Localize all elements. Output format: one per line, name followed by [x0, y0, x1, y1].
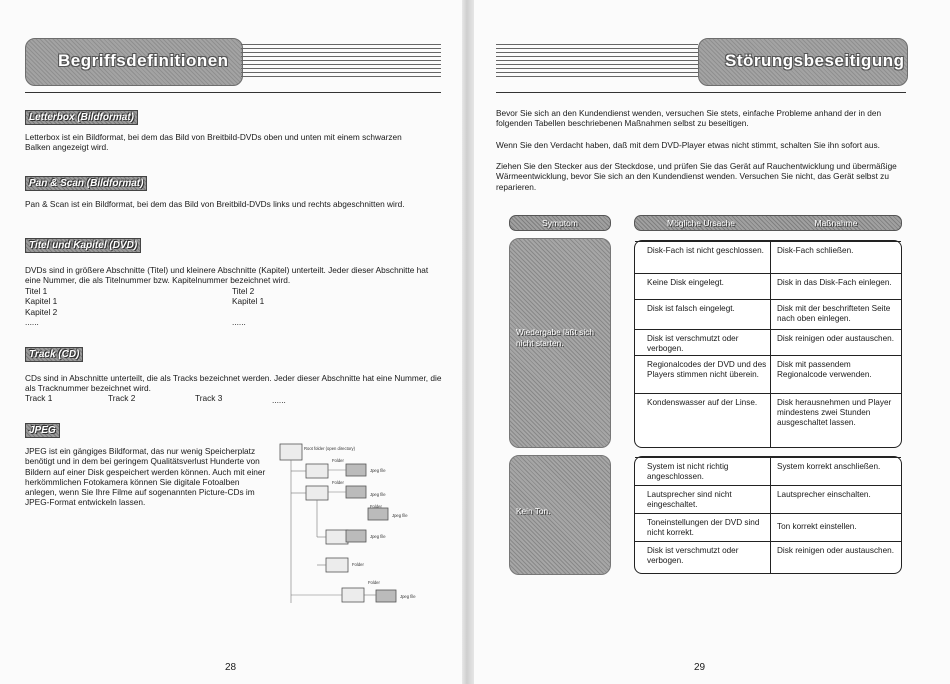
diagram-label: Jpeg file: [400, 594, 416, 599]
section-heading-titel: Titel und Kapitel (DVD): [25, 238, 141, 253]
intro-paragraph-3: Ziehen Sie den Stecker aus der Steckdose, und prüfen Sie das Gerät auf Rauchentwicklung und übermäßige Wärmeentwicklung, bevor Sie sich an den Kundendienst wenden. Versuchen Sie nicht, das Gerät selbst zu reparieren.: [496, 161, 897, 192]
list-item: Titel 1: [25, 286, 48, 296]
symptom-box-no-sound: [509, 455, 611, 575]
table-row: Disk ist falsch eingelegt. Disk mit der beschrifteten Seite nach oben einlegen.: [635, 299, 901, 330]
titles-column-2: [232, 286, 382, 327]
right-page-title: Störungsbeseitigung: [725, 51, 905, 70]
diagram-label: Folder: [332, 480, 344, 485]
header-cause: Mögliche Ursache: [666, 218, 736, 228]
titles-column-1: [25, 286, 175, 327]
symptom-box-playback: [509, 238, 611, 448]
jpeg-file-icon: [376, 590, 396, 602]
track-item: ......: [272, 395, 286, 405]
list-item: Kapitel 1: [25, 296, 58, 307]
table-row: Kondenswasser auf der Linse. Disk herausnehmen und Player mindestens zwei Stunden ausgeschaltet lassen.: [635, 393, 901, 448]
table-row: Disk ist verschmutzt oder verbogen. Disk reinigen oder austauschen.: [635, 541, 901, 574]
symptom-label: Wiedergabe läßt sich nicht starten.: [516, 327, 594, 348]
table-row: Disk ist verschmutzt oder verbogen. Disk reinigen oder austauschen.: [635, 329, 901, 356]
section-body-jpeg: JPEG ist ein gängiges Bildformat, das nur wenig Speicherplatz benötigt und in dem bei geringem Qualitätsverlust Hunderte von Bildern auf einer Disk gespeichert werden können. Auch mit einer herkömmlichen Fotokamera können Sie digitale Fotoalben anlegen, wenn Sie Ihre Filme auf sogenannten Picture-CDs im JPEG-Format entwickeln lassen.: [25, 446, 266, 508]
book-spine: [462, 0, 474, 684]
list-item: ......: [25, 316, 39, 327]
page-number: 28: [225, 662, 237, 673]
diagram-label: Folder: [368, 580, 380, 585]
jpeg-file-icon: [346, 530, 366, 542]
diagram-root-label: Root folder (open directory): [304, 446, 355, 451]
left-page: [0, 0, 462, 684]
intro-paragraph-2: Wenn Sie den Verdacht haben, daß mit dem DVD-Player etwas nicht stimmt, schalten Sie ihn sofort aus.: [496, 140, 880, 150]
section-heading-jpeg: JPEG: [25, 423, 60, 438]
diagram-label: Jpeg file: [392, 513, 408, 518]
section-body-panscan: Pan & Scan ist ein Bildformat, bei dem das Bild von Breitbild-DVDs links und rechts abgeschnitten wird.: [25, 199, 405, 209]
divider: [496, 92, 906, 93]
diagram-label: Jpeg file: [370, 492, 386, 497]
intro-paragraph-1: Bevor Sie sich an den Kundendienst wenden, versuchen Sie stets, einfache Probleme anhand der in den folgenden Tabellen beschriebenen Maßnahmen selbst zu beseitigen.: [496, 108, 882, 129]
track-item: Track 1: [25, 393, 53, 403]
cause-table-playback: [634, 240, 902, 448]
table-row: Toneinstellungen der DVD sind nicht korrekt. Ton korrekt einstellen.: [635, 513, 901, 542]
list-item: ......: [232, 316, 246, 327]
divider: [25, 92, 441, 93]
decorative-lines: [241, 44, 441, 78]
diagram-label: Jpeg file: [370, 468, 386, 473]
table-row: Disk-Fach ist nicht geschlossen. Disk-Fach schließen.: [635, 241, 901, 274]
folder-tree-diagram: [276, 438, 436, 613]
jpeg-file-icon: [346, 464, 366, 476]
page-number: 29: [694, 662, 706, 673]
folder-icon: [306, 464, 328, 478]
section-body-letterbox: Letterbox ist ein Bildformat, bei dem das Bild von Breitbild-DVDs oben und unten mit einem schwarzen Balken angezeigt wird.: [25, 132, 402, 153]
decorative-lines: [496, 44, 698, 78]
table-row: Keine Disk eingelegt. Disk in das Disk-Fach einlegen.: [635, 273, 901, 300]
section-heading-letterbox: Letterbox (Bildformat): [25, 110, 138, 125]
left-page-title: Begriffsdefinitionen: [58, 51, 229, 70]
list-item: Kapitel 2: [25, 306, 58, 317]
header-bar: [634, 215, 902, 231]
header-action: Maßnahme: [814, 218, 858, 228]
jpeg-file-icon: [346, 486, 366, 498]
folder-icon: [306, 486, 328, 500]
diagram-label: Folder: [352, 562, 364, 567]
folder-icon: [326, 558, 348, 572]
folder-icon: [326, 530, 348, 544]
diagram-label: Jpeg file: [370, 534, 386, 539]
table-row: Lautsprecher sind nicht eingeschaltet. Lautsprecher einschalten.: [635, 485, 901, 514]
diagram-label: Folder: [332, 458, 344, 463]
section-heading-track: Track (CD): [25, 347, 83, 362]
jpeg-file-icon: [368, 508, 388, 520]
list-item: Titel 2: [232, 286, 255, 296]
symptom-label: Kein Ton.: [516, 506, 551, 516]
left-title-banner: [25, 38, 243, 86]
table-row: Regionalcodes der DVD und des Players stimmen nicht überein. Disk mit passendem Regionalcode verwenden.: [635, 355, 901, 394]
folder-icon: [342, 588, 364, 602]
track-item: Track 3: [195, 393, 223, 403]
section-heading-panscan: Pan & Scan (Bildformat): [25, 176, 147, 191]
cause-table-no-sound: [634, 456, 902, 574]
folder-icon: [280, 444, 302, 460]
right-page: [474, 0, 950, 684]
track-item: Track 2: [108, 393, 136, 403]
list-item: Kapitel 1: [232, 296, 265, 307]
diagram-label: Folder: [370, 504, 382, 509]
header-symptom: Symptom: [509, 215, 611, 231]
section-body-track: CDs sind in Abschnitte unterteilt, die als Tracks bezeichnet werden. Jeder dieser Abschnitte hat eine Nummer, die als Tracknummer bezeichnet wird.: [25, 373, 442, 394]
table-row: System ist nicht richtig angeschlossen. System korrekt anschließen.: [635, 457, 901, 486]
section-body-titel: DVDs sind in größere Abschnitte (Titel) und kleinere Abschnitte (Kapitel) unterteilt. Jeder dieser Abschnitte hat eine Nummer, die als Titelnummer bzw. Kapitelnummer bezeichnet wird.: [25, 265, 429, 286]
right-title-banner: [698, 38, 908, 86]
